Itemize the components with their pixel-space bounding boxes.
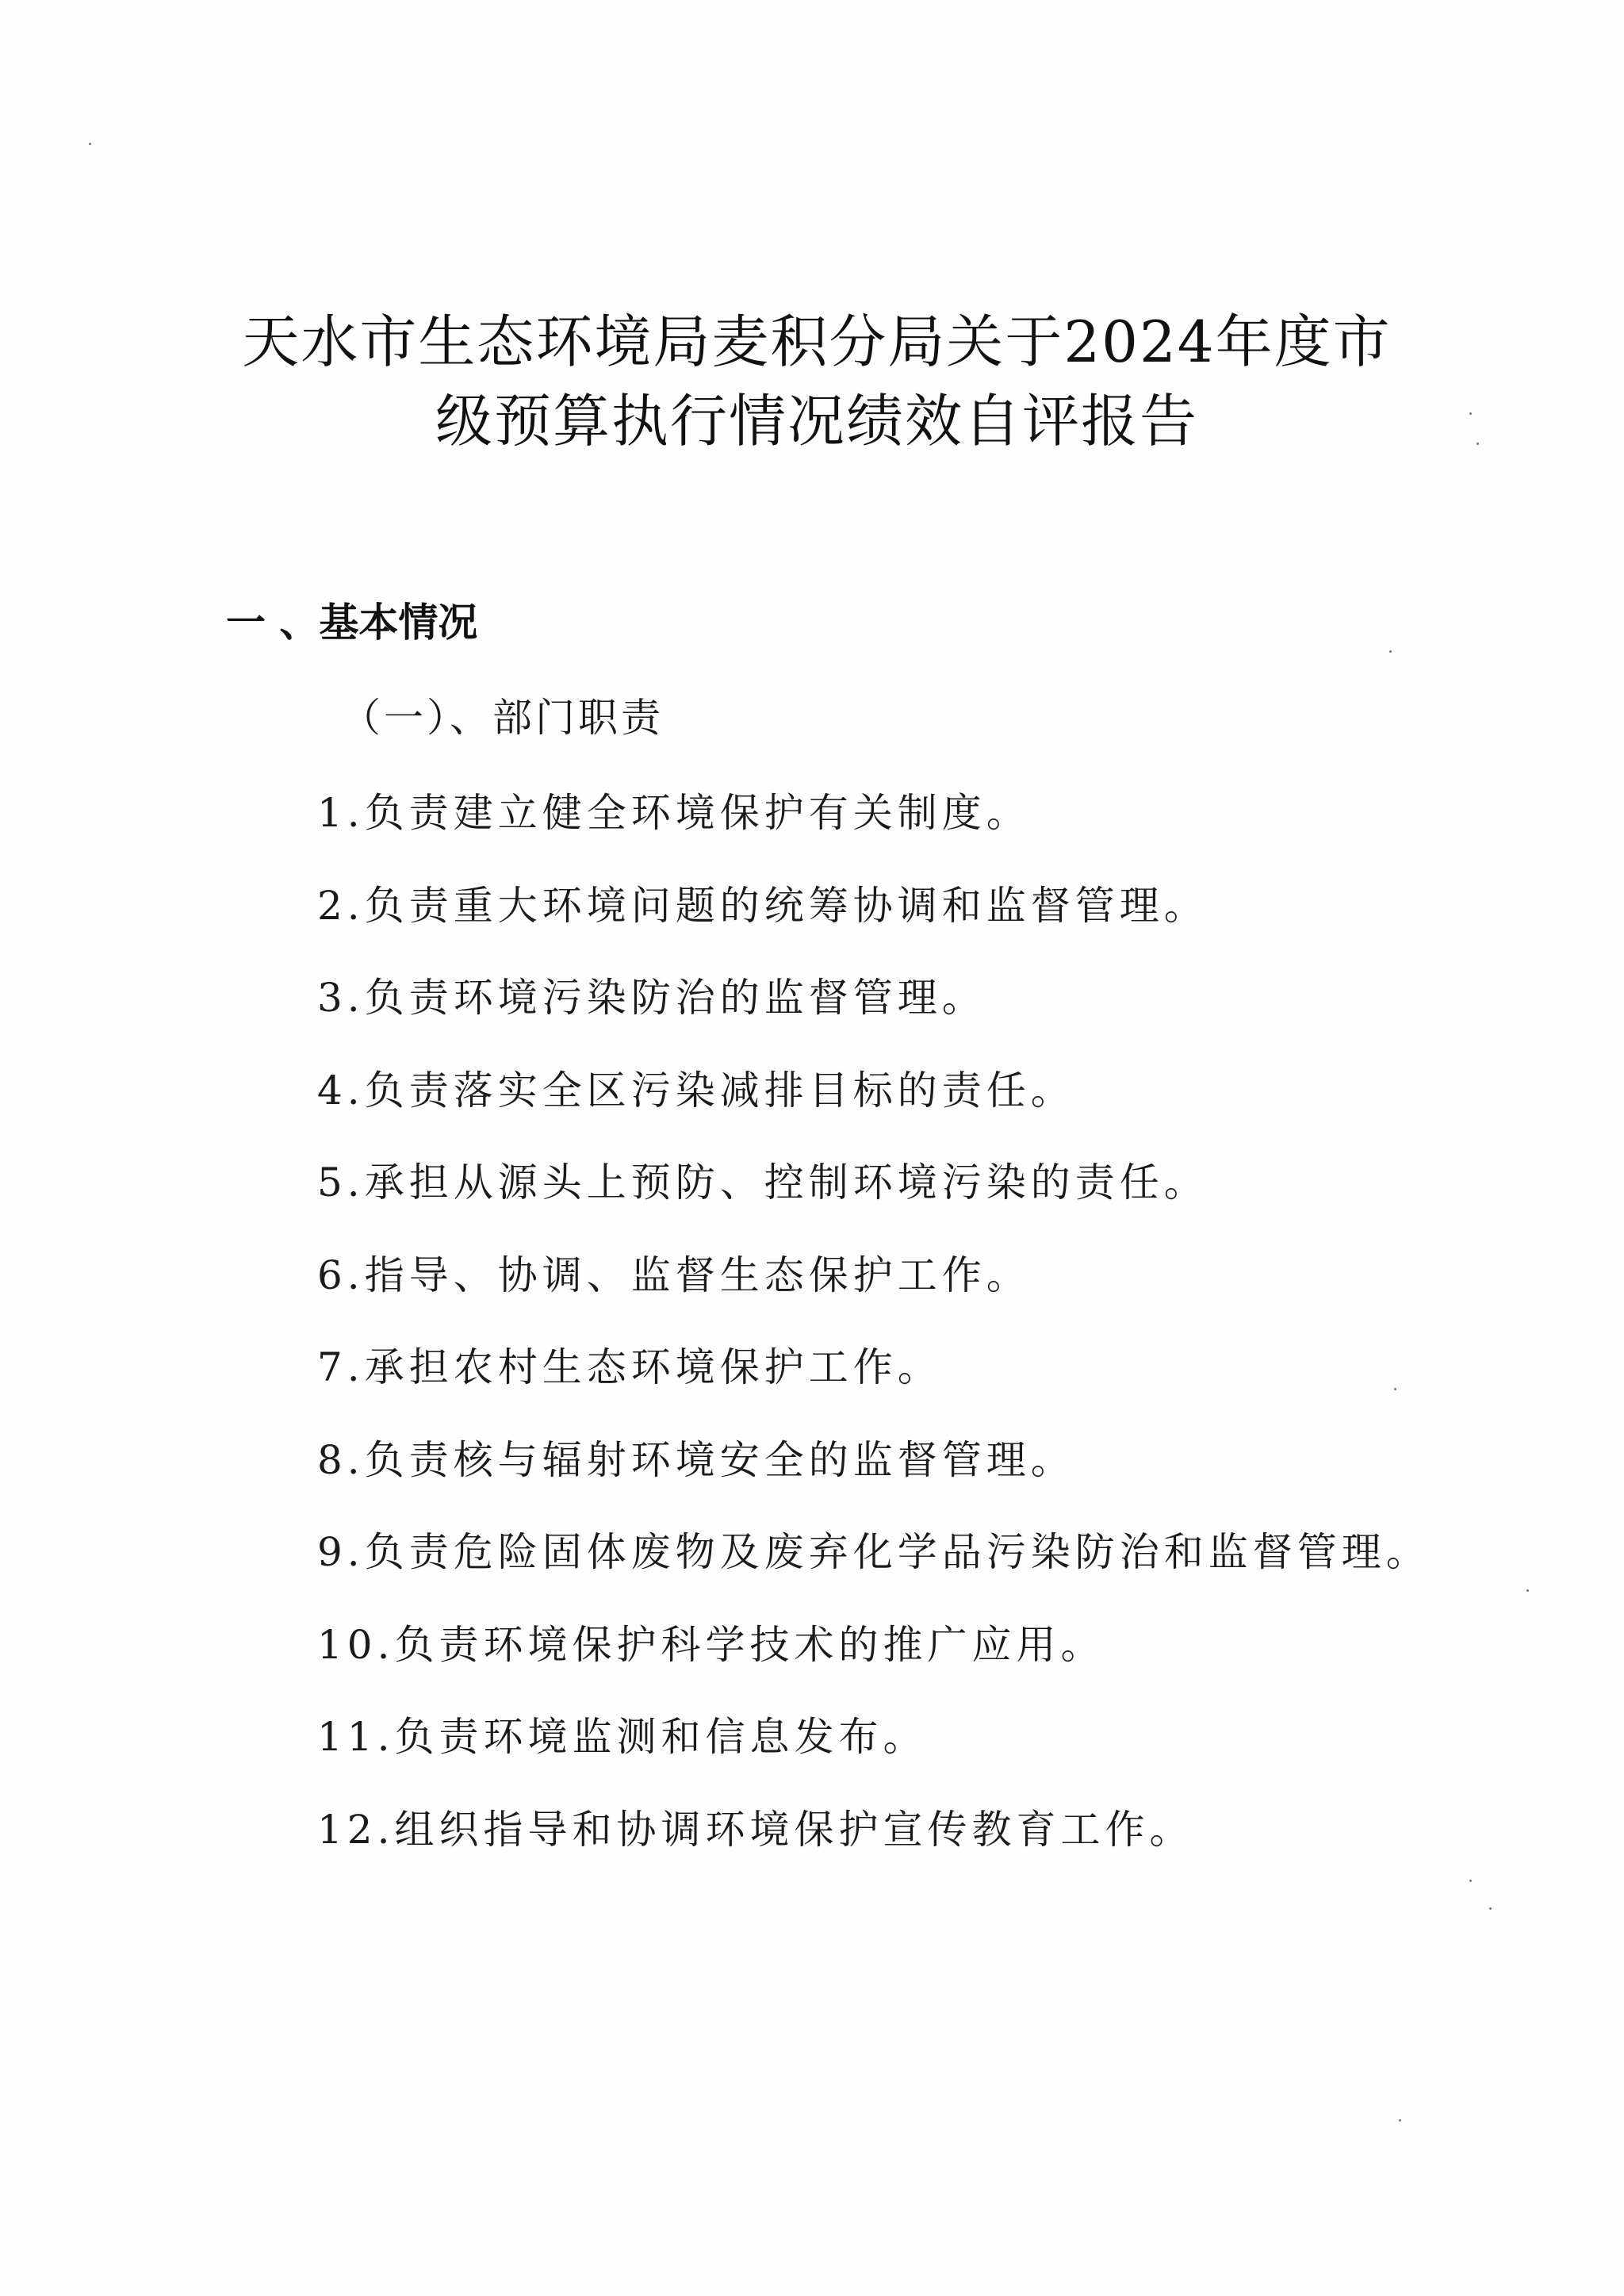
document-title-line-2: 级预算执行情况绩效自评报告 [435,388,1198,454]
scan-speck [1469,1880,1472,1882]
subsection-heading-department-duties: （一）、部门职责 [341,695,664,741]
duty-item: 11.负责环境监测和信息发布。 [317,1714,928,1760]
duty-list [317,790,1431,1902]
duty-item: 9.负责危险固体废物及废弃化学品污染防治和监督管理。 [317,1529,1431,1575]
duty-item: 10.负责环境保护科学技术的推广应用。 [317,1621,1105,1668]
duty-item: 3.负责环境污染防治的监督管理。 [317,975,986,1021]
scan-speck [1389,650,1392,653]
scan-speck [1399,2119,1401,2122]
scan-speck [1489,1907,1492,1910]
duty-item: 1.负责建立健全环境保护有关制度。 [317,790,1031,836]
duty-item: 7.承担农村生态环境保护工作。 [317,1344,942,1390]
scan-speck [1394,1388,1396,1390]
duty-item: 5.承担从源头上预防、控制环境污染的责任。 [317,1159,1208,1205]
scan-speck [89,143,91,145]
duty-item: 8.负责核与辐射环境安全的监督管理。 [317,1436,1075,1483]
scan-speck [1469,412,1472,415]
duty-item: 2.负责重大环境问题的统筹协调和监督管理。 [317,882,1208,929]
scan-speck [1526,1589,1529,1592]
duty-item: 4.负责落实全区污染减排目标的责任。 [317,1067,1075,1114]
duty-item: 6.指导、协调、监督生态保护工作。 [317,1251,1031,1298]
scan-speck [1477,443,1479,445]
document-title-line-1: 天水市生态环境局麦积分局关于2024年度市 [242,309,1392,375]
section-heading-basic-info: 一 、基本情况 [226,600,478,646]
duty-item: 12.组织指导和协调环境保护宣传教育工作。 [317,1806,1194,1853]
